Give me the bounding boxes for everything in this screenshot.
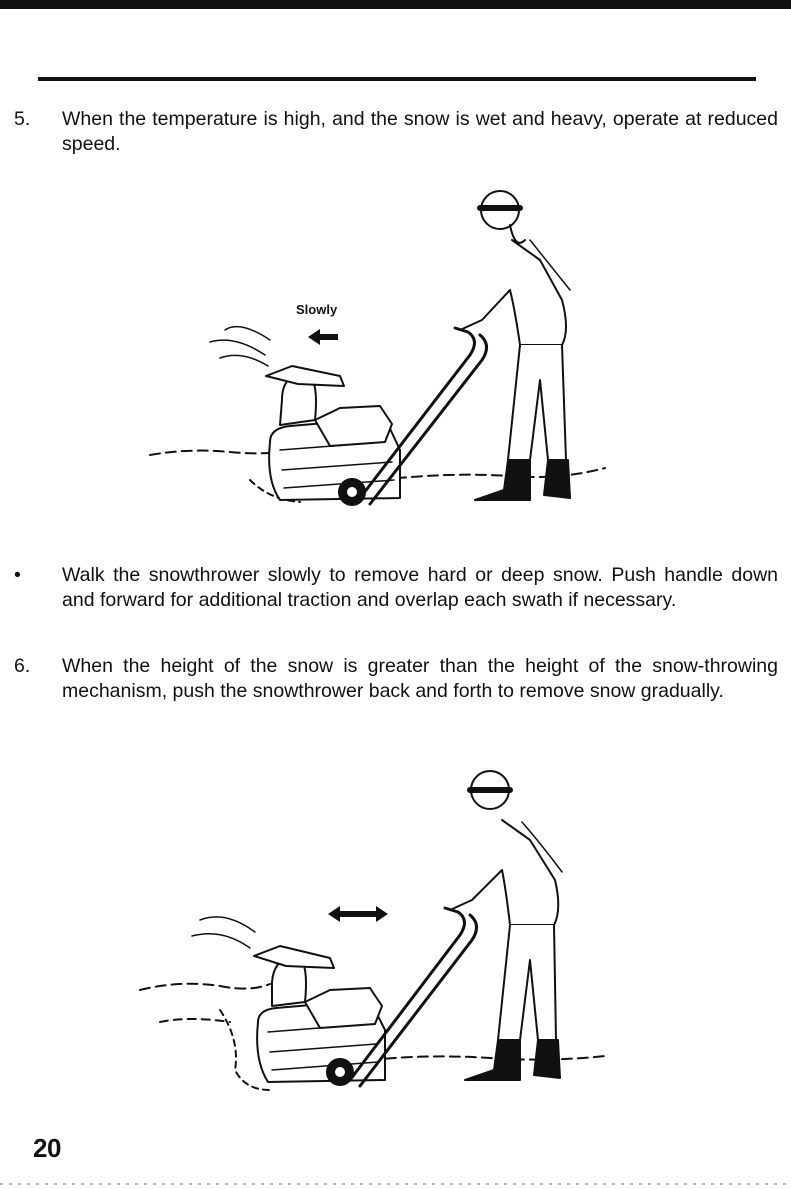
operator-boot-right xyxy=(544,460,570,498)
snow-mound-line xyxy=(140,984,270,990)
operator-boot-right xyxy=(534,1040,560,1078)
snowthrower-engine xyxy=(315,406,392,446)
step-5-text: When the temperature is high, and the snow is wet and heavy, operate at reduced speed. xyxy=(62,108,778,155)
operator-boot-left xyxy=(475,460,530,500)
bullet-text: Walk the snowthrower slowly to remove hard or deep snow. Push handle down and forward for additional traction and overlap each swath if necessary. xyxy=(62,564,778,611)
operator-legs xyxy=(498,925,556,1040)
bullet-marker: • xyxy=(14,564,21,586)
snow-spray xyxy=(210,327,270,366)
operator-coat xyxy=(460,240,566,345)
step-5-paragraph xyxy=(14,107,778,157)
operator-boot-left xyxy=(465,1040,520,1080)
operator-coat xyxy=(450,820,558,925)
operator-legs xyxy=(508,345,566,460)
step-6-paragraph xyxy=(14,654,778,704)
step-6-number: 6. xyxy=(14,655,31,677)
step-6-text: When the height of the snow is greater than the height of the snow-throwing mechanism, push the snowthrower back and forth to remove snow gradually. xyxy=(62,655,778,702)
bottom-scan-edge xyxy=(0,1183,791,1185)
left-right-arrow-icon xyxy=(328,906,388,922)
snowthrower-engine xyxy=(305,988,382,1028)
figure-slowly-illustration xyxy=(130,180,630,520)
figure-1-label: Slowly xyxy=(296,302,338,317)
step-5-number: 5. xyxy=(14,108,31,130)
top-border xyxy=(0,0,791,9)
snow-spray xyxy=(192,917,255,948)
left-arrow-icon xyxy=(308,329,338,345)
header-rule xyxy=(38,77,756,81)
figure-back-and-forth-illustration xyxy=(130,760,630,1100)
page-number: 20 xyxy=(33,1133,61,1163)
bullet-paragraph xyxy=(14,563,778,613)
